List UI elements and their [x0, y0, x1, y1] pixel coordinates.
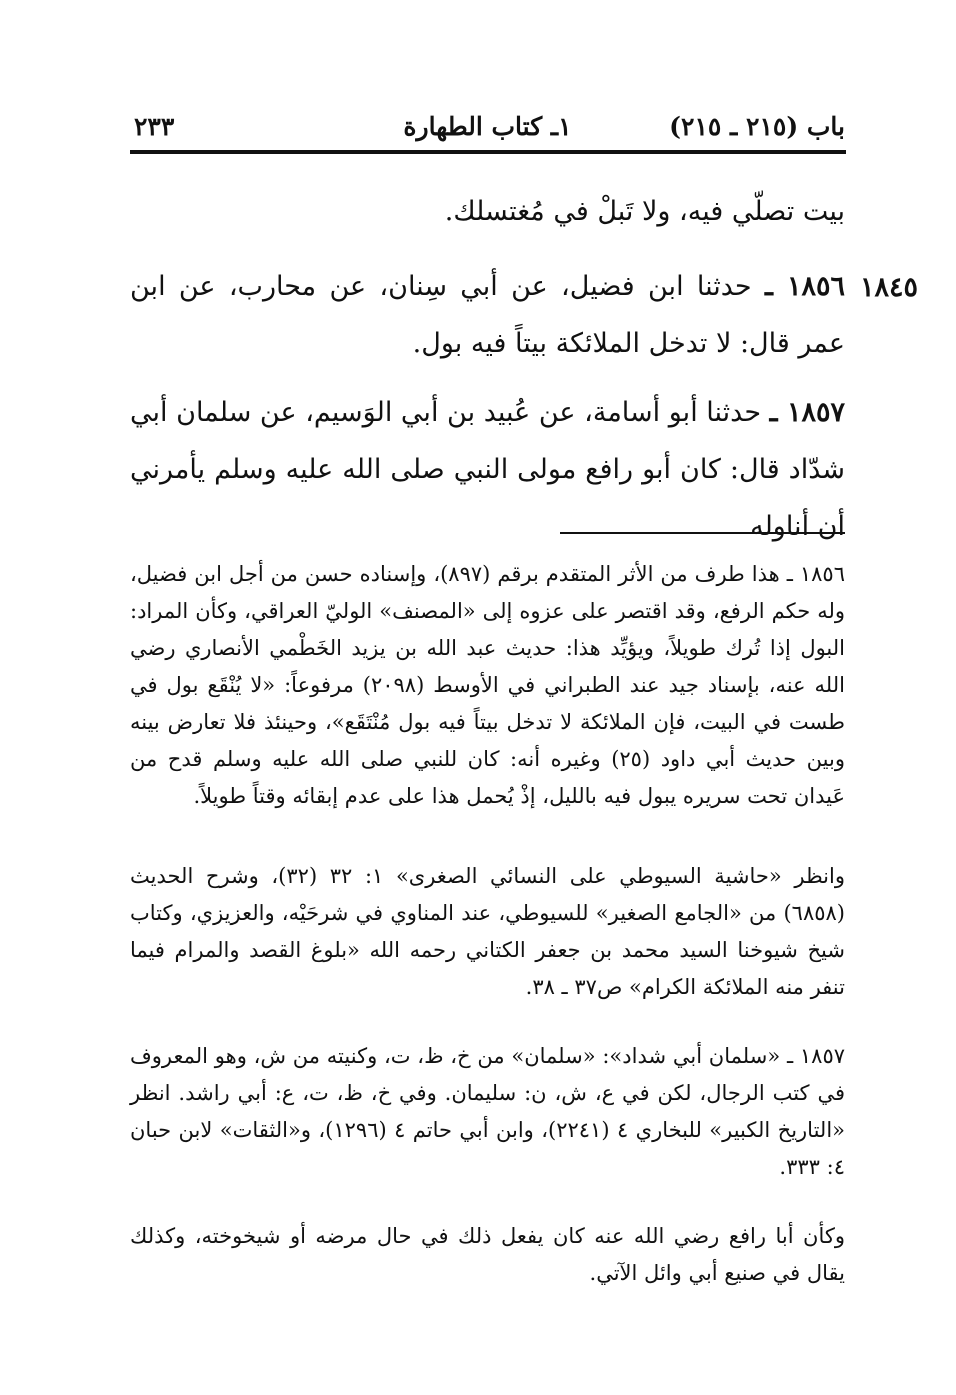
footnote-1856-continued — [130, 858, 845, 1006]
running-chapter-title: باب (٢١٥ ـ ٢١٥) — [669, 112, 845, 141]
footnote-text: وانظر «حاشية السيوطي على النسائي الصغرى» ١: ٣٢ (٣٢)، وشرح الحديث (٦٨٥٨) من «الجامع الصغير» للسيوطي، عند المناوي في شرحَيْه، والعزيزي، وكتاب شيخ شيوخنا السيد محمد بن جعفر الكتاني رحمه الله «بلوغ القصد والمرام فيما تنفر منه الملائكة الكرام» ص٣٧ ـ ٣٨. — [130, 864, 845, 999]
footnote-text: وكأن أبا رافع رضي الله عنه كان يفعل ذلك في حال مرضه أو شيخوخته، وكذلك يقال في صنيع أبي وائل الآتي. — [130, 1224, 845, 1285]
hadith-number: ١٨٥٧ ـ — [769, 397, 845, 428]
carryover-text-content: بيت تصلّي فيه، ولا تَبلْ في مُغتسلك. — [444, 196, 845, 227]
footnote-text: هذا طرف من الأثر المتقدم برقم (٨٩٧)، وإسناده حسن من أجل ابن فضيل، وله حكم الرفع، وقد اقتصر على عزوه إلى «المصنف» الوليّ العراقي، وكأن المراد: البول إذا تُرك طويلاً، ويؤيِّد هذا: حديث عبد الله بن يزيد الخَطْمي الأنصاري رضي الله عنه، بإسناد جيد عند الطبراني في الأوسط (٢٠٩٨) مرفوعاً: «لا يُنْقَع بول في طست في البيت، فإن الملائكة لا تدخل بيتاً فيه بول مُنْتَقَع»، وحينئذ فلا تعارض بينه وبين حديث أبي داود (٢٥) وغيره أنه: كان للنبي صلى الله عليه وسلم قدح من عَيدان تحت سريره يبول فيه بالليل، إذْ يُحمل هذا على عدم إبقائه وقتاً طويلاً. — [130, 562, 845, 808]
carryover-text — [130, 183, 845, 240]
hadith-text: حدثنا أبو أسامة، عن عُبيد بن أبي الوَسيم، عن سلمان أبي شدّاد قال: كان أبو رافع مولى النبي صلى الله عليه وسلم يأمرني أن أناوله — [130, 397, 845, 542]
footnote-text: «سلمان أبي شداد»: «سلمان» من خ، ظ، ت، وكنيته من ش، وهو المعروف في كتب الرجال، لكن في ع، ش، ن: سليمان. وفي خ، ظ، ت، ع: أبي راشد. انظر «التاريخ الكبير» للبخاري ٤ (٢٢٤١)، وابن أبي حاتم ٤ (١٢٩٦)، و«الثقات» لابن حبان ٤: ٣٣٣. — [130, 1044, 845, 1179]
page-header — [130, 104, 845, 148]
header-rule — [130, 150, 846, 154]
footnote-1856 — [130, 556, 845, 815]
footnote-separator — [560, 532, 845, 534]
hadith-1856 — [130, 258, 845, 372]
margin-number: ١٨٤٥ — [860, 272, 919, 303]
hadith-1857 — [130, 384, 845, 555]
running-book-title: ١ـ كتاب الطهارة — [403, 112, 572, 141]
hadith-text: حدثنا ابن فضيل، عن أبي سِنان، عن محارب، عن ابن عمر قال: لا تدخل الملائكة بيتاً فيه بول. — [130, 271, 845, 359]
footnote-number: ١٨٥٧ ـ — [786, 1044, 846, 1068]
footnote-number: ١٨٥٦ ـ — [786, 562, 845, 586]
hadith-number: ١٨٥٦ ـ — [764, 271, 845, 302]
page-number: ٢٣٣ — [134, 112, 175, 141]
footnote-1857-continued — [130, 1218, 845, 1292]
footnote-1857 — [130, 1038, 845, 1186]
